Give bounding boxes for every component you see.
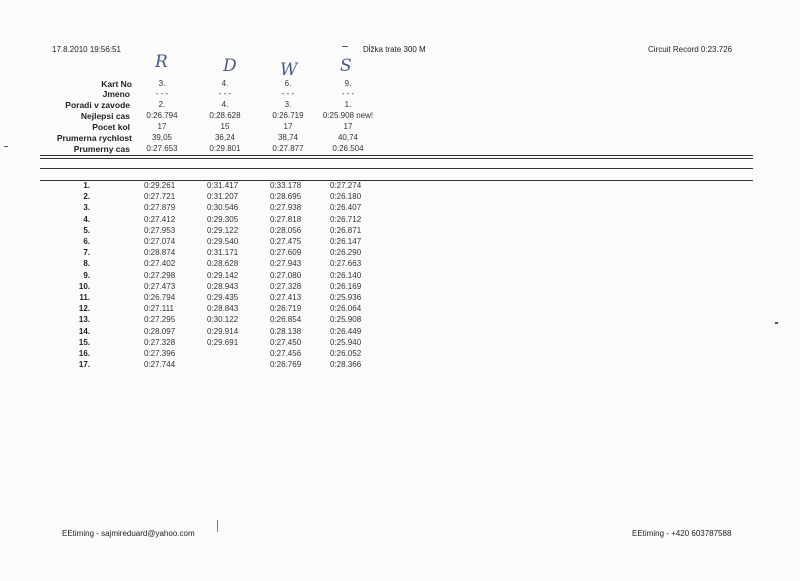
lap-time: 0:26.064	[330, 304, 362, 314]
lap-row	[0, 248, 800, 259]
lap-time: 0:28.843	[207, 304, 239, 314]
lap-time: 0:27.879	[144, 203, 176, 213]
pen-stroke	[217, 520, 218, 532]
lap-time: 0:27.456	[270, 349, 302, 358]
lap-time: 0:26.794	[144, 293, 176, 302]
lap-row	[0, 338, 800, 349]
lap-time: 0:26.140	[330, 270, 362, 280]
summary-row	[0, 122, 800, 133]
summary-label: Poradi v zavode	[65, 100, 130, 110]
print-datetime: 17.8.2010 19:56:51	[52, 45, 121, 54]
lap-row	[0, 360, 800, 371]
lap-number: 8.	[83, 259, 90, 269]
lap-time: 0:26.180	[330, 192, 362, 202]
lap-time: 0:26.719	[270, 304, 302, 314]
summary-value: 0:26.794	[146, 111, 178, 120]
summary-value: 0:29.801	[209, 144, 241, 153]
handwritten-letter-2: D	[223, 56, 237, 76]
lap-time: 0:27.938	[270, 203, 302, 213]
lap-row	[0, 237, 800, 248]
lap-time: 0:29.305	[207, 214, 239, 224]
lap-time: 0:27.818	[270, 214, 302, 224]
lap-number: 10.	[78, 281, 90, 291]
lap-time: 0:26.169	[330, 281, 362, 291]
lap-row	[0, 327, 800, 338]
summary-value: 4.	[221, 100, 229, 109]
summary-value: 0:27.877	[272, 144, 304, 153]
lap-time: 0:26.147	[330, 237, 362, 246]
lap-time: 0:27.663	[330, 259, 362, 269]
summary-value: - - -	[155, 89, 169, 98]
lap-number: 2.	[83, 192, 90, 202]
summary-value: 4.	[221, 79, 229, 88]
summary-label: Nejlepsi cas	[80, 111, 130, 121]
lap-time: 0:27.298	[144, 270, 176, 280]
lap-row	[0, 226, 800, 237]
lap-time: 0:27.402	[144, 259, 176, 269]
lap-time: 0:29.691	[207, 337, 239, 347]
lap-row	[0, 259, 800, 270]
summary-label: Jmeno	[102, 89, 130, 99]
lap-time: 0:25.908	[330, 315, 362, 325]
circuit-record: Circuit Record 0:23.726	[648, 45, 733, 54]
margin-tick-right	[775, 322, 778, 324]
lap-time: 0:27.274	[330, 181, 362, 190]
lap-time: 0:25.940	[330, 337, 362, 347]
pen-mark	[342, 46, 348, 47]
lap-row	[0, 349, 800, 360]
lap-row	[0, 271, 800, 282]
lap-number: 5.	[83, 225, 90, 235]
summary-value: 1.	[344, 100, 352, 109]
summary-value: 36,24	[214, 133, 236, 142]
footer-right: EEtiming - +420 603787588	[632, 529, 732, 538]
margin-tick-left	[4, 146, 8, 147]
lap-number: 17.	[78, 360, 90, 370]
summary-value: 17	[343, 122, 353, 131]
lap-time: 0:27.295	[144, 315, 176, 325]
lap-row	[0, 293, 800, 304]
lap-time: 0:27.721	[144, 192, 176, 202]
summary-value: 38,74	[277, 133, 299, 142]
lap-time: 0:26.871	[330, 225, 362, 235]
lap-time: 0:29.435	[207, 293, 239, 302]
lap-time: 0:29.122	[207, 225, 239, 235]
summary-value: - - -	[281, 89, 295, 98]
summary-label: Kart No	[101, 79, 132, 89]
lap-time: 0:26.449	[330, 326, 362, 336]
lap-time: 0:31.207	[207, 192, 239, 202]
lap-time: 0:28.097	[144, 326, 176, 336]
lap-time: 0:29.261	[144, 181, 176, 190]
summary-row	[0, 133, 800, 144]
lap-number: 15.	[78, 337, 90, 347]
lap-time: 0:27.328	[144, 337, 176, 347]
lap-time: 0:27.953	[144, 225, 176, 235]
lap-number: 3.	[83, 203, 90, 213]
lap-number: 16.	[78, 349, 90, 358]
summary-value: - - -	[341, 89, 355, 98]
summary-row	[0, 89, 800, 100]
lap-time: 0:27.074	[144, 237, 176, 246]
summary-value: 15	[220, 122, 230, 131]
summary-divider-1	[40, 155, 753, 156]
track-length: Dĺžka trate 300 M	[363, 45, 426, 54]
lap-row	[0, 215, 800, 226]
lap-time: 0:26.407	[330, 203, 362, 213]
summary-row	[0, 144, 800, 155]
lap-time: 0:27.744	[144, 360, 176, 370]
lap-number: 4.	[83, 214, 90, 224]
lap-time: 0:33.178	[270, 181, 302, 190]
lap-time: 0:27.412	[144, 214, 176, 224]
lap-number: 7.	[83, 248, 90, 258]
lap-number: 11.	[79, 293, 90, 302]
summary-value: 39,05	[151, 133, 173, 142]
summary-value: 9.	[344, 79, 352, 88]
lap-time: 0:28.366	[330, 360, 362, 370]
lap-row	[0, 304, 800, 315]
lap-time: 0:31.417	[207, 181, 239, 190]
summary-value: - - -	[218, 89, 232, 98]
lap-time: 0:30.546	[207, 203, 239, 213]
lap-time: 0:27.328	[270, 281, 302, 291]
lap-time: 0:27.396	[144, 349, 176, 358]
lap-time: 0:31.171	[207, 248, 239, 258]
lap-time: 0:29.540	[207, 237, 239, 246]
lap-row	[0, 181, 800, 192]
lap-time: 0:28.056	[270, 225, 302, 235]
lap-time: 0:27.473	[144, 281, 176, 291]
summary-value: 2.	[158, 100, 166, 109]
lap-number: 14.	[78, 326, 90, 336]
lap-time: 0:28.138	[270, 326, 302, 336]
handwritten-letter-3: W	[280, 60, 298, 80]
summary-value: 0:27.653	[146, 144, 178, 153]
lap-time: 0:27.609	[270, 248, 302, 258]
lap-row	[0, 203, 800, 214]
lap-number: 9.	[83, 270, 90, 280]
lap-time: 0:28.943	[207, 281, 239, 291]
lap-time: 0:26.854	[270, 315, 302, 325]
table-divider-1	[40, 168, 753, 169]
lap-time: 0:27.943	[270, 259, 302, 269]
lap-time: 0:27.413	[270, 293, 302, 302]
lap-time: 0:27.450	[270, 337, 302, 347]
summary-value: 0:28.628	[209, 111, 241, 120]
lap-number: 13.	[78, 315, 90, 325]
lap-time: 0:27.111	[144, 304, 174, 314]
summary-value: 17	[283, 122, 293, 131]
lap-time: 0:26.769	[270, 360, 302, 370]
summary-value: 40,74	[337, 133, 359, 142]
summary-value: 3.	[284, 100, 292, 109]
lap-row	[0, 315, 800, 326]
lap-number: 1.	[83, 181, 90, 190]
summary-row	[0, 111, 800, 122]
lap-time: 0:29.914	[207, 326, 239, 336]
handwritten-letter-1: R	[155, 52, 168, 72]
lap-time: 0:28.628	[207, 259, 239, 269]
summary-value: 3.	[158, 79, 166, 88]
lap-time: 0:27.475	[270, 237, 302, 246]
lap-time: 0:26.290	[330, 248, 362, 258]
handwritten-letter-4: S	[340, 56, 352, 76]
summary-value: 6.	[284, 79, 292, 88]
lap-row	[0, 192, 800, 203]
summary-row	[0, 100, 800, 111]
lap-row	[0, 282, 800, 293]
lap-time: 0:29.142	[207, 270, 239, 280]
lap-time: 0:26.712	[330, 214, 362, 224]
lap-number: 12.	[78, 304, 90, 314]
summary-value: 0:26.719	[272, 111, 304, 120]
lap-number: 6.	[83, 237, 90, 246]
lap-time: 0:30.122	[207, 315, 239, 325]
lap-time: 0:25.936	[330, 293, 362, 302]
lap-time: 0:28.874	[144, 248, 176, 258]
summary-label: Prumerny cas	[73, 144, 130, 154]
lap-time: 0:27.080	[270, 270, 302, 280]
summary-label: Pocet kol	[92, 122, 130, 132]
lap-time: 0:26.052	[330, 349, 362, 358]
lap-time: 0:28.695	[270, 192, 302, 202]
summary-divider-2	[40, 158, 753, 159]
summary-value: 17	[157, 122, 167, 131]
footer-left: EEtiming - sajmireduard@yahoo.com	[62, 529, 195, 538]
summary-value: 0:26.504	[332, 144, 364, 153]
summary-label: Prumerna rychlost	[56, 133, 132, 143]
summary-value: 0:25.908 new!	[322, 111, 374, 120]
